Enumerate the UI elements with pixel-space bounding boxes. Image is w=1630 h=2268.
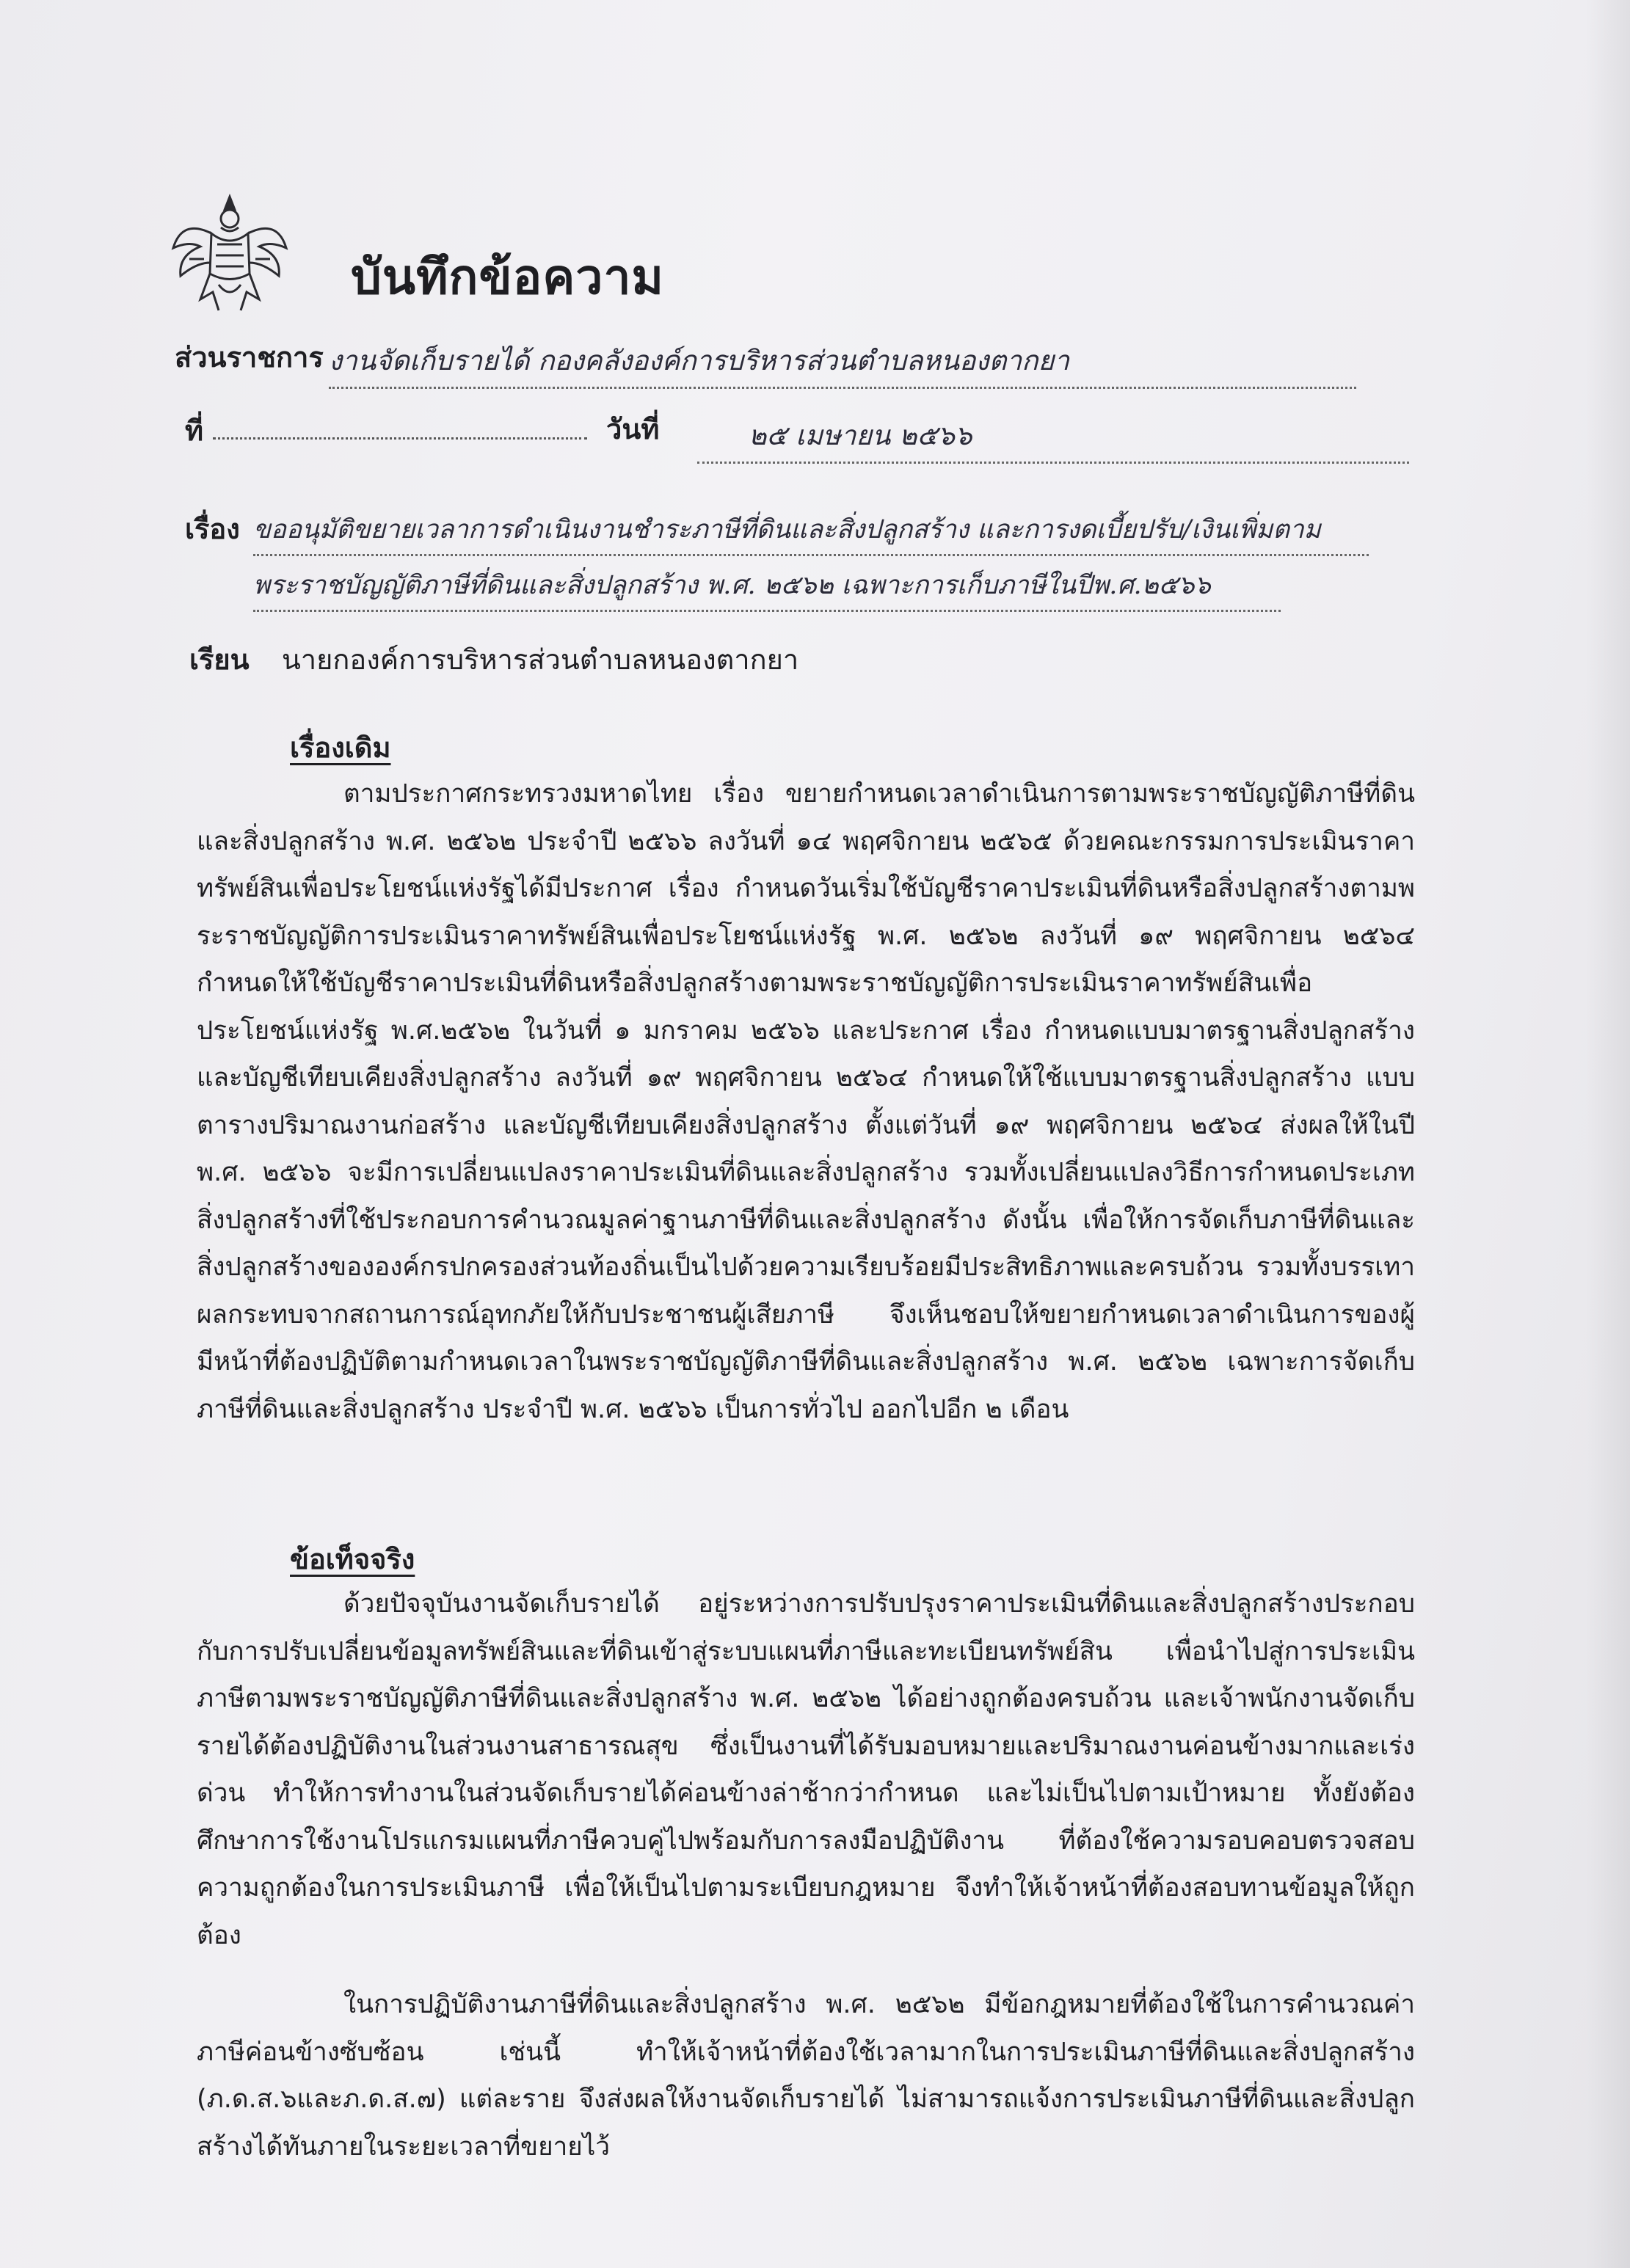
- ref-row: [185, 417, 203, 445]
- to-label: เรียน: [189, 643, 250, 676]
- date-row: [606, 415, 659, 443]
- paper-edge-shadow: [1586, 0, 1630, 2268]
- background-text: ตามประกาศกระทรวงมหาดไทย เรื่อง ขยายกำหนดเวลาดำเนินการตามพระราชบัญญัติภาษีที่ดินและสิ่งปลูกสร้าง พ.ศ. ๒๕๖๒ ประจำปี ๒๕๖๖ ลงวันที่ ๑๔ พฤศจิกายน ๒๕๖๕ ด้วยคณะกรรมการประเมินราคาทรัพย์สินเพื่อประโยชน์แห่งรัฐได้มีประกาศ เรื่อง กำหนดวันเริ่มใช้บัญชีราคาประเมินที่ดินหรือสิ่งปลูกสร้างตามพระราชบัญญัติการประเมินราคาทรัพย์สินเพื่อประโยชน์แห่งรัฐ พ.ศ. ๒๕๖๒ ลงวันที่ ๑๙ พฤศจิกายน ๒๕๖๔ กำหนดให้ใช้บัญชีราคาประเมินที่ดินหรือสิ่งปลูกสร้างตามพระราชบัญญัติการประเมินราคาทรัพย์สินเพื่อประโยชน์แห่งรัฐ พ.ศ.๒๕๖๒ ในวันที่ ๑ มกราคม ๒๕๖๖ และประกาศ เรื่อง กำหนดแบบมาตรฐานสิ่งปลูกสร้างและบัญชีเทียบเคียงสิ่งปลูกสร้าง ลงวันที่ ๑๙ พฤศจิกายน ๒๕๖๔ กำหนดให้ใช้แบบมาตรฐานสิ่งปลูกสร้าง แบบตารางปริมาณงานก่อสร้าง และบัญชีเทียบเคียงสิ่งปลูกสร้าง ตั้งแต่วันที่ ๑๙ พฤศจิกายน ๒๕๖๔ ส่งผลให้ในปี พ.ศ. ๒๕๖๖ จะมีการเปลี่ยนแปลงราคาประเมินที่ดินและสิ่งปลูกสร้าง รวมทั้งเปลี่ยนแปลงวิธีการกำหนดประเภทสิ่งปลูกสร้างที่ใช้ประกอบการคำนวณมูลค่าฐานภาษีที่ดินและสิ่งปลูกสร้าง ดังนั้น เพื่อให้การจัดเก็บภาษีที่ดินและสิ่งปลูกสร้างขององค์กรปกครองส่วนท้องถิ่นเป็นไปด้วยความเรียบร้อยมีประสิทธิภาพและครบถ้วน รวมทั้งบรรเทาผลกระทบจากสถานการณ์อุทกภัยให้กับประชาชนผู้เสียภาษี จึงเห็นชอบให้ขยายกำหนดเวลาดำเนินการของผู้มีหน้าที่ต้องปฏิบัติตามกำหนดเวลาในพระราชบัญญัติภาษีที่ดินและสิ่งปลูกสร้าง พ.ศ. ๒๕๖๒ เฉพาะการจัดเก็บภาษีที่ดินและสิ่งปลูกสร้าง ประจำปี พ.ศ. ๒๕๖๖ เป็นการทั่วไป ออกไปอีก ๒ เดือน: [197, 779, 1415, 1424]
- facts-heading: ข้อเท็จจริง: [290, 1543, 415, 1575]
- date-label: วันที่: [606, 413, 660, 445]
- facts-paragraph-1: [197, 1580, 1415, 1959]
- to-value: นายกองค์การบริหารส่วนตำบลหนองตากยา: [281, 643, 799, 676]
- garuda-emblem-icon: [167, 189, 292, 316]
- ref-number-field: [213, 437, 587, 440]
- subject-label: เรื่อง: [185, 513, 240, 545]
- date-value: ๒๕ เมษายน ๒๕๖๖: [697, 414, 1409, 464]
- subject-line-2: พระราชบัญญัติภาษีที่ดินและสิ่งปลูกสร้าง พ.ศ. ๒๕๖๒ เฉพาะการเก็บภาษีในปีพ.ศ.๒๕๖๖: [253, 565, 1281, 612]
- agency-value: งานจัดเก็บรายได้ กองคลังองค์การบริหารส่วนตำบลหนองตากยา: [329, 339, 1356, 389]
- background-paragraph: [197, 770, 1415, 1433]
- background-heading: เรื่องเดิม: [290, 732, 391, 764]
- facts-paragraph-2: [197, 1981, 1415, 2170]
- memo-title: บันทึกข้อความ: [351, 249, 665, 305]
- ref-label: ที่: [185, 415, 204, 447]
- to-row: [189, 643, 799, 676]
- agency-label: ส่วนราชการ: [175, 341, 324, 373]
- subject-row: [185, 515, 240, 543]
- subject-line-1: ขออนุมัติขยายเวลาการดำเนินงานชำระภาษีที่ดินและสิ่งปลูกสร้าง และการงดเบี้ยปรับ/เงินเพิ่มตาม: [253, 509, 1369, 556]
- agency-row: [175, 343, 324, 371]
- facts-text-1: ด้วยปัจจุบันงานจัดเก็บรายได้ อยู่ระหว่างการปรับปรุงราคาประเมินที่ดินและสิ่งปลูกสร้างประกอบกับการปรับเปลี่ยนข้อมูลทรัพย์สินและที่ดินเข้าสู่ระบบแผนที่ภาษีและทะเบียนทรัพย์สิน เพื่อนำไปสู่การประเมินภาษีตามพระราชบัญญัติภาษีที่ดินและสิ่งปลูกสร้าง พ.ศ. ๒๕๖๒ ได้อย่างถูกต้องครบถ้วน และเจ้าพนักงานจัดเก็บรายได้ต้องปฏิบัติงานในส่วนงานสาธารณสุข ซึ่งเป็นงานที่ได้รับมอบหมายและปริมาณงานค่อนข้างมากและเร่งด่วน ทำให้การทำงานในส่วนจัดเก็บรายได้ค่อนข้างล่าช้ากว่ากำหนด และไม่เป็นไปตามเป้าหมาย ทั้งยังต้องศึกษาการใช้งานโปรแกรมแผนที่ภาษีควบคู่ไปพร้อมกับการลงมือปฏิบัติงาน ที่ต้องใช้ความรอบคอบตรวจสอบความถูกต้องในการประเมินภาษี เพื่อให้เป็นไปตามระเบียบกฎหมาย จึงทำให้เจ้าหน้าที่ต้องสอบทานข้อมูลให้ถูกต้อง: [197, 1589, 1415, 1950]
- facts-text-2: ในการปฏิบัติงานภาษีที่ดินและสิ่งปลูกสร้าง พ.ศ. ๒๕๖๒ มีข้อกฎหมายที่ต้องใช้ในการคำนวณค่าภาษีค่อนข้างซับซ้อน เช่นนี้ ทำให้เจ้าหน้าที่ต้องใช้เวลามากในการประเมินภาษีที่ดินและสิ่งปลูกสร้าง (ภ.ด.ส.๖และภ.ด.ส.๗) แต่ละราย จึงส่งผลให้งานจัดเก็บรายได้ ไม่สามารถแจ้งการประเมินภาษีที่ดินและสิ่งปลูกสร้างได้ทันภายในระยะเวลาที่ขยายไว้: [197, 1990, 1415, 2162]
